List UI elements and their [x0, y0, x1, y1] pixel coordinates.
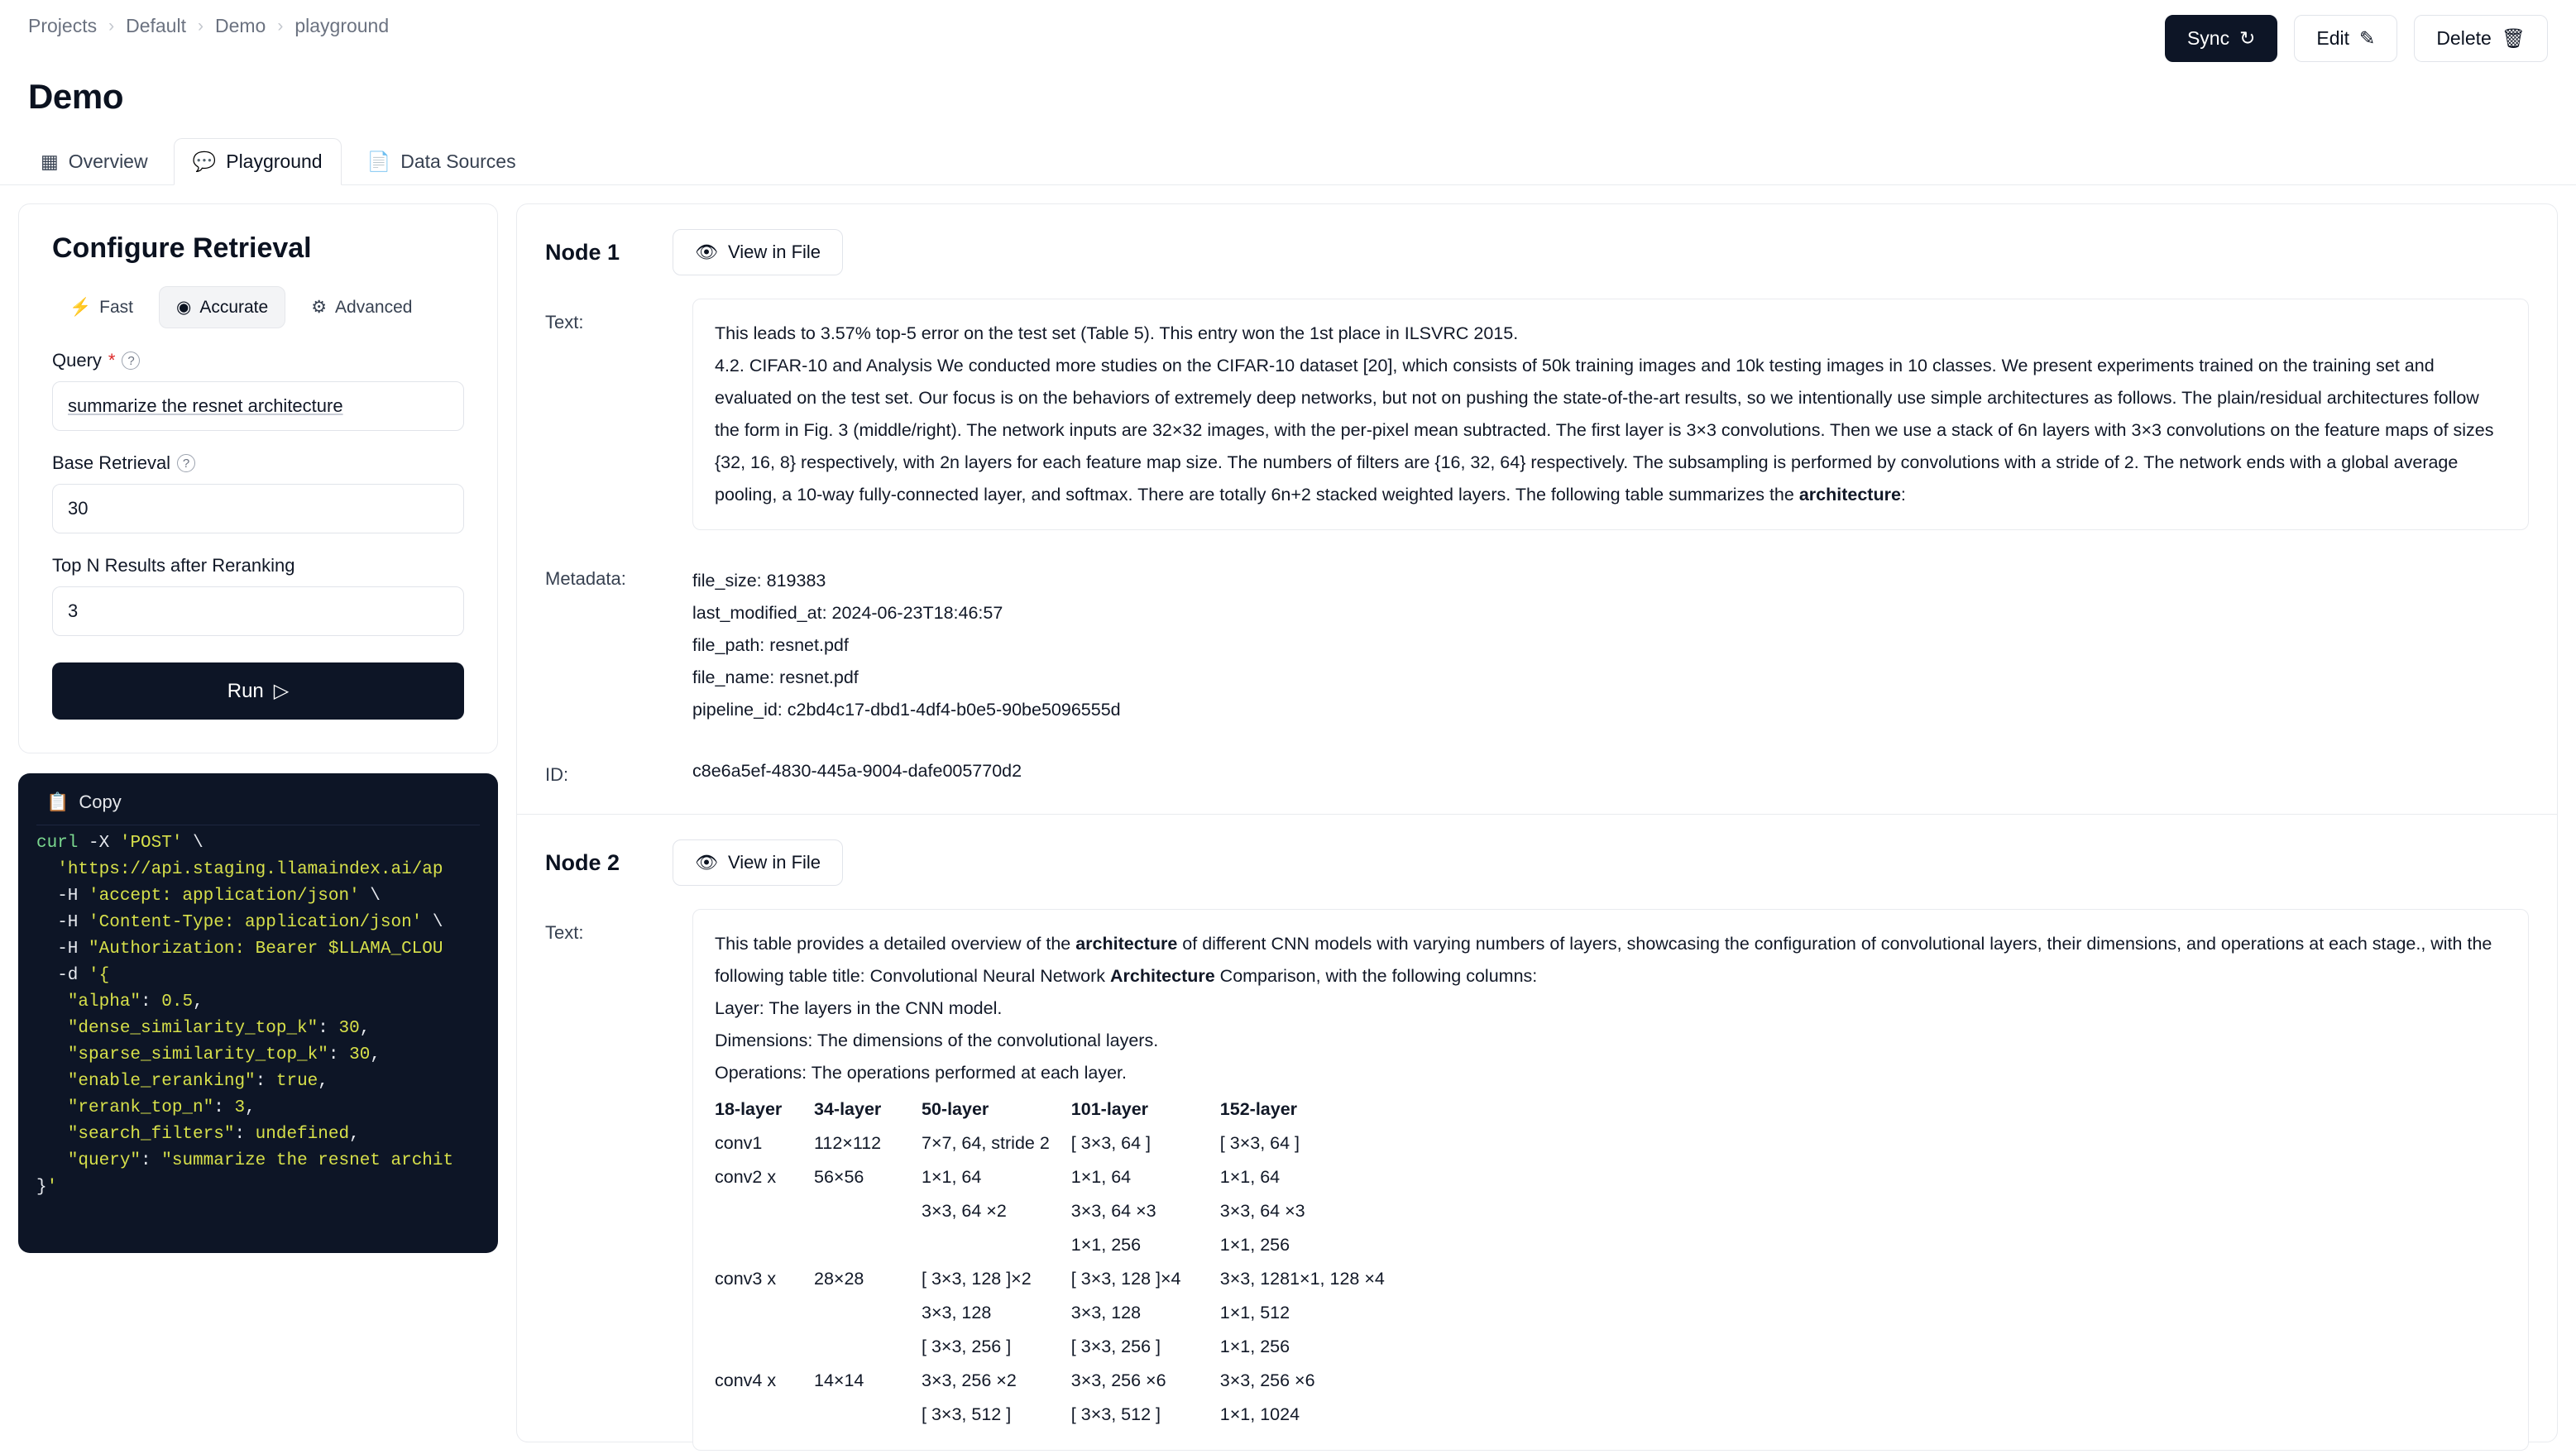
table-row — [715, 1194, 1406, 1228]
node-2-intro-bold-1: architecture — [1075, 934, 1178, 954]
tab-bar — [22, 138, 2576, 185]
table-cell: 3×3, 128 — [922, 1303, 992, 1322]
table-row — [715, 1364, 1406, 1398]
configure-retrieval-title: Configure Retrieval — [52, 232, 312, 264]
node-2-bullet: Layer: The layers in the CNN model. — [715, 998, 1003, 1018]
table-cell: 3×3, 64 ×2 — [922, 1201, 1007, 1221]
node-2-view-in-file-label: View in File — [727, 852, 821, 873]
query-label-text: Query — [52, 350, 102, 371]
mode-accurate[interactable] — [159, 286, 285, 328]
node-2-bullet: Dimensions: The dimensions of the convolutional layers. — [715, 1031, 1159, 1050]
base-retrieval-input[interactable] — [52, 484, 464, 533]
code-line: "query": "summarize the resnet archit — [67, 1151, 454, 1170]
table-cell: 56×56 — [814, 1167, 864, 1187]
table-row — [715, 1330, 1406, 1364]
table-cell: [ 3×3, 512 ] — [1070, 1404, 1161, 1424]
table-cell — [814, 1330, 922, 1364]
sync-button[interactable] — [2165, 15, 2277, 62]
table-row — [715, 1228, 1406, 1262]
node-2-text-label: Text: — [545, 922, 584, 943]
node-1-id-row — [545, 749, 2529, 786]
refresh-icon: ↻ — [2239, 27, 2256, 49]
breadcrumb-item-playground[interactable]: playground — [294, 15, 390, 36]
node-2-view-in-file-button[interactable] — [673, 839, 843, 886]
table-cell: conv2 x — [715, 1167, 777, 1187]
table-cell — [715, 1330, 814, 1364]
lightning-icon: ⚡ — [69, 297, 92, 317]
top-n-field-group — [19, 533, 497, 636]
table-cell: conv4 x — [715, 1370, 777, 1390]
table-cell: 1×1, 64 — [1070, 1167, 1132, 1187]
breadcrumb-separator: › — [277, 16, 284, 36]
table-row — [715, 1398, 1406, 1432]
retrieval-mode-group — [19, 265, 497, 328]
code-line: curl -X 'POST' \ — [36, 834, 203, 853]
node-1-paragraph-2-text: 4.2. CIFAR-10 and Analysis We conducted more studies on the CIFAR-10 dataset [20], which consists of 50k training images and 10k testing images in 10 classes. We present experiments trained on the training set and evaluated on the test set. Our focus is on the behaviors of extremely deep networks, but not on pushing the state-of-the-art results, so we intentionally use simple architectures as follows. The plain/residual architectures follow the form in Fig. 3 (middle/right). The network inputs are 32×32 images, with the per-pixel mean subtracted. The first layer is 3×3 convolutions. Then we use a stack of 6n layers with 3×3 convolutions on the feature maps of sizes {32, 16, 8} respectively, with 2n layers for each feature map size. The numbers of filters are {16, 32, 64} respectively. The subsampling is performed by convolutions with a stride of 2. The network ends with a global average pooling, a 10-way fully-connected layer, and softmax. There are totally 6n+2 stacked weighted layers. The following table summarizes the — [715, 356, 2494, 505]
table-cell — [715, 1228, 814, 1262]
table-cell — [814, 1194, 922, 1228]
top-bar — [0, 0, 2576, 62]
node-1-title: Node 1 — [545, 239, 620, 265]
table-row — [715, 1296, 1406, 1330]
mode-advanced-label: Advanced — [335, 297, 413, 317]
node-2-intro-bold-2: Architecture — [1110, 966, 1215, 986]
table-cell: 3×3, 256 ×6 — [1070, 1370, 1166, 1390]
breadcrumb-item-default[interactable]: Default — [126, 15, 186, 36]
node-1-metadata-row — [545, 553, 2529, 726]
page-title: Demo — [28, 77, 124, 116]
code-line: -d '{ — [36, 966, 110, 985]
table-header-cell: 18-layer — [715, 1099, 783, 1119]
sliders-icon: ⚙ — [311, 298, 328, 317]
node-1-paragraph-2-tail: : — [1900, 485, 1906, 505]
tab-playground-label: Playground — [226, 151, 323, 172]
table-cell: [ 3×3, 512 ] — [922, 1404, 1012, 1424]
copy-icon: 📋 — [46, 792, 69, 812]
node-1-metadata-content — [692, 553, 2529, 726]
table-cell: [ 3×3, 128 ]×4 — [1070, 1269, 1181, 1289]
metadata-line: pipeline_id: c2bd4c17-dbd1-4df4-b0e5-90be5096555d — [692, 700, 1121, 720]
tab-data-sources-label: Data Sources — [400, 151, 516, 172]
help-icon[interactable]: ? — [177, 454, 195, 472]
node-1-header — [545, 229, 2529, 275]
code-line: "alpha": 0.5, — [67, 992, 203, 1012]
table-cell — [715, 1398, 814, 1432]
node-2-text-content — [692, 909, 2529, 1451]
code-line: "sparse_similarity_top_k": 30, — [67, 1045, 381, 1064]
base-retrieval-label — [52, 452, 464, 474]
eye-icon: 👁 — [695, 852, 718, 873]
trash-icon: 🗑 — [2501, 27, 2526, 49]
node-2-title: Node 2 — [545, 849, 620, 875]
node-1-paragraph-2 — [715, 350, 2507, 511]
table-cell: 3×3, 64 ×3 — [1219, 1201, 1305, 1221]
cnn-architecture-table — [715, 1093, 1406, 1432]
table-cell: 14×14 — [814, 1370, 864, 1390]
table-cell: [ 3×3, 128 ]×2 — [922, 1269, 1032, 1289]
configure-retrieval-card — [18, 203, 498, 753]
table-cell: 7×7, 64, stride 2 — [922, 1133, 1050, 1153]
table-cell — [715, 1194, 814, 1228]
metadata-line: file_name: resnet.pdf — [692, 667, 859, 687]
node-2-intro-b: of different CNN models with varying numbers of layers, showcasing the configuration of convolutional layers, their dimensions, and operations at each stage., with the following table title: Convolutional Neural Network — [715, 934, 2492, 986]
table-cell — [922, 1228, 1071, 1262]
content-area — [0, 185, 2576, 1442]
metadata-line: last_modified_at: 2024-06-23T18:46:57 — [692, 603, 1003, 623]
breadcrumb-item-projects[interactable]: Projects — [28, 15, 98, 36]
tab-overview-label: Overview — [68, 151, 148, 172]
mode-fast-label: Fast — [99, 297, 133, 317]
code-line: -H "Authorization: Bearer $LLAMA_CLOU — [36, 940, 443, 959]
query-label — [52, 350, 464, 371]
code-line: "dense_similarity_top_k": 30, — [67, 1019, 371, 1038]
node-1-text-row — [545, 299, 2529, 530]
run-button-label: Run — [227, 679, 264, 702]
grid-icon: ▦ — [41, 151, 59, 172]
sync-button-label: Sync — [2186, 27, 2230, 49]
table-cell: 112×112 — [814, 1133, 882, 1153]
code-line: "search_filters": undefined, — [67, 1125, 360, 1144]
node-1-text-content — [692, 299, 2529, 530]
table-cell: 1×1, 256 — [1070, 1235, 1142, 1255]
metadata-line: file_size: 819383 — [692, 571, 826, 591]
table-cell — [715, 1296, 814, 1330]
table-cell: [ 3×3, 256 ] — [922, 1337, 1012, 1356]
node-1-text-label: Text: — [545, 312, 584, 332]
metadata-line: file_path: resnet.pdf — [692, 635, 849, 655]
breadcrumb-separator: › — [108, 16, 115, 36]
node-1-view-in-file-button[interactable] — [673, 229, 843, 275]
edit-button-label: Edit — [2316, 27, 2350, 49]
run-button-wrap — [19, 636, 497, 753]
node-2-intro-c: Comparison, with the following columns: — [1214, 966, 1538, 986]
table-cell: 1×1, 1024 — [1219, 1404, 1300, 1424]
code-line: }' — [36, 1178, 58, 1197]
table-cell: 1×1, 256 — [1219, 1235, 1290, 1255]
target-icon: ◉ — [176, 298, 192, 317]
results-panel — [516, 203, 2558, 1442]
play-icon: ▷ — [273, 680, 290, 702]
table-header-cell: 152-layer — [1219, 1099, 1298, 1119]
table-cell: 1×1, 64 — [1219, 1167, 1281, 1187]
table-cell: [ 3×3, 256 ] — [1070, 1337, 1161, 1356]
mode-advanced[interactable] — [294, 286, 429, 328]
edit-button[interactable] — [2294, 15, 2397, 62]
tab-playground[interactable] — [174, 138, 342, 185]
tab-overview[interactable] — [22, 138, 167, 185]
table-cell: 3×3, 64 ×3 — [1070, 1201, 1156, 1221]
code-line: -H 'accept: application/json' \ — [36, 887, 381, 906]
top-n-label-text: Top N Results after Reranking — [52, 555, 295, 576]
top-n-label — [52, 555, 464, 576]
code-line: 'https://api.staging.llamaindex.ai/ap — [57, 860, 443, 879]
query-input[interactable] — [52, 381, 464, 431]
node-2-text-row — [545, 909, 2529, 1451]
help-icon[interactable]: ? — [122, 352, 140, 370]
table-header-row — [715, 1093, 1406, 1126]
breadcrumb-item-demo[interactable]: Demo — [214, 15, 266, 36]
table-cell — [814, 1296, 922, 1330]
table-cell: conv1 — [715, 1133, 763, 1153]
copy-button[interactable] — [18, 773, 498, 825]
eye-icon: 👁 — [695, 242, 718, 262]
table-cell: 3×3, 128 — [1070, 1303, 1142, 1322]
table-cell: [ 3×3, 64 ] — [1070, 1133, 1152, 1153]
node-2-intro — [715, 928, 2507, 992]
chat-icon: 💬 — [192, 151, 217, 172]
pencil-icon: ✎ — [2359, 27, 2376, 49]
table-cell: 3×3, 256 ×6 — [1219, 1370, 1315, 1390]
table-cell: 1×1, 512 — [1219, 1303, 1290, 1322]
files-icon: 📄 — [366, 151, 391, 172]
node-1-id-value: c8e6a5ef-4830-445a-9004-dafe005770d2 — [692, 761, 1022, 781]
breadcrumb-separator: › — [197, 16, 203, 36]
breadcrumb — [28, 15, 389, 37]
delete-button[interactable] — [2414, 15, 2548, 62]
left-panel — [18, 203, 498, 1442]
node-1-id-label: ID: — [545, 764, 569, 785]
table-header-cell: 34-layer — [814, 1099, 882, 1119]
table-cell: 1×1, 256 — [1219, 1337, 1290, 1356]
node-1-metadata-label: Metadata: — [545, 568, 626, 589]
table-cell: conv3 x — [715, 1269, 777, 1289]
query-field-group — [19, 328, 497, 431]
query-required-marker: * — [108, 350, 116, 371]
code-line: "enable_reranking": true, — [67, 1072, 328, 1091]
table-row — [715, 1126, 1406, 1160]
table-header-cell: 101-layer — [1070, 1099, 1149, 1119]
curl-code-block — [36, 825, 480, 1213]
copy-button-label: Copy — [79, 792, 122, 812]
base-retrieval-field-group — [19, 431, 497, 533]
table-cell: [ 3×3, 64 ] — [1219, 1133, 1300, 1153]
table-cell: 3×3, 1281×1, 128 ×4 — [1219, 1269, 1385, 1289]
node-2-intro-a: This table provides a detailed overview of the — [715, 934, 1076, 954]
node-1-paragraph-2-bold: architecture — [1798, 485, 1901, 505]
table-row — [715, 1262, 1406, 1296]
run-button[interactable] — [52, 662, 464, 720]
node-1-view-in-file-label: View in File — [727, 242, 821, 262]
delete-button-label: Delete — [2436, 27, 2492, 49]
curl-snippet-card — [18, 773, 498, 1253]
code-line: "rerank_top_n": 3, — [67, 1098, 256, 1117]
node-2-bullet: Operations: The operations performed at each layer. — [715, 1063, 1127, 1083]
node-1-paragraph-1: This leads to 3.57% top-5 error on the test set (Table 5). This entry won the 1st place in ILSVRC 2015. — [715, 323, 1519, 343]
table-cell: 3×3, 256 ×2 — [922, 1370, 1017, 1390]
top-actions — [2165, 15, 2548, 62]
table-cell — [814, 1228, 922, 1262]
top-n-input[interactable] — [52, 586, 464, 636]
table-header-cell: 50-layer — [922, 1099, 989, 1119]
mode-fast[interactable] — [52, 286, 151, 328]
table-cell: 1×1, 64 — [922, 1167, 982, 1187]
code-line: -H 'Content-Type: application/json' \ — [36, 913, 443, 932]
tab-data-sources[interactable] — [348, 138, 535, 185]
node-2-header — [545, 839, 2529, 886]
mode-accurate-label: Accurate — [199, 297, 269, 317]
result-node-2 — [517, 815, 2557, 1454]
result-node-1 — [517, 204, 2557, 815]
base-retrieval-label-text: Base Retrieval — [52, 452, 171, 473]
table-cell: 28×28 — [814, 1269, 864, 1289]
table-cell — [814, 1398, 922, 1432]
table-row — [715, 1160, 1406, 1194]
